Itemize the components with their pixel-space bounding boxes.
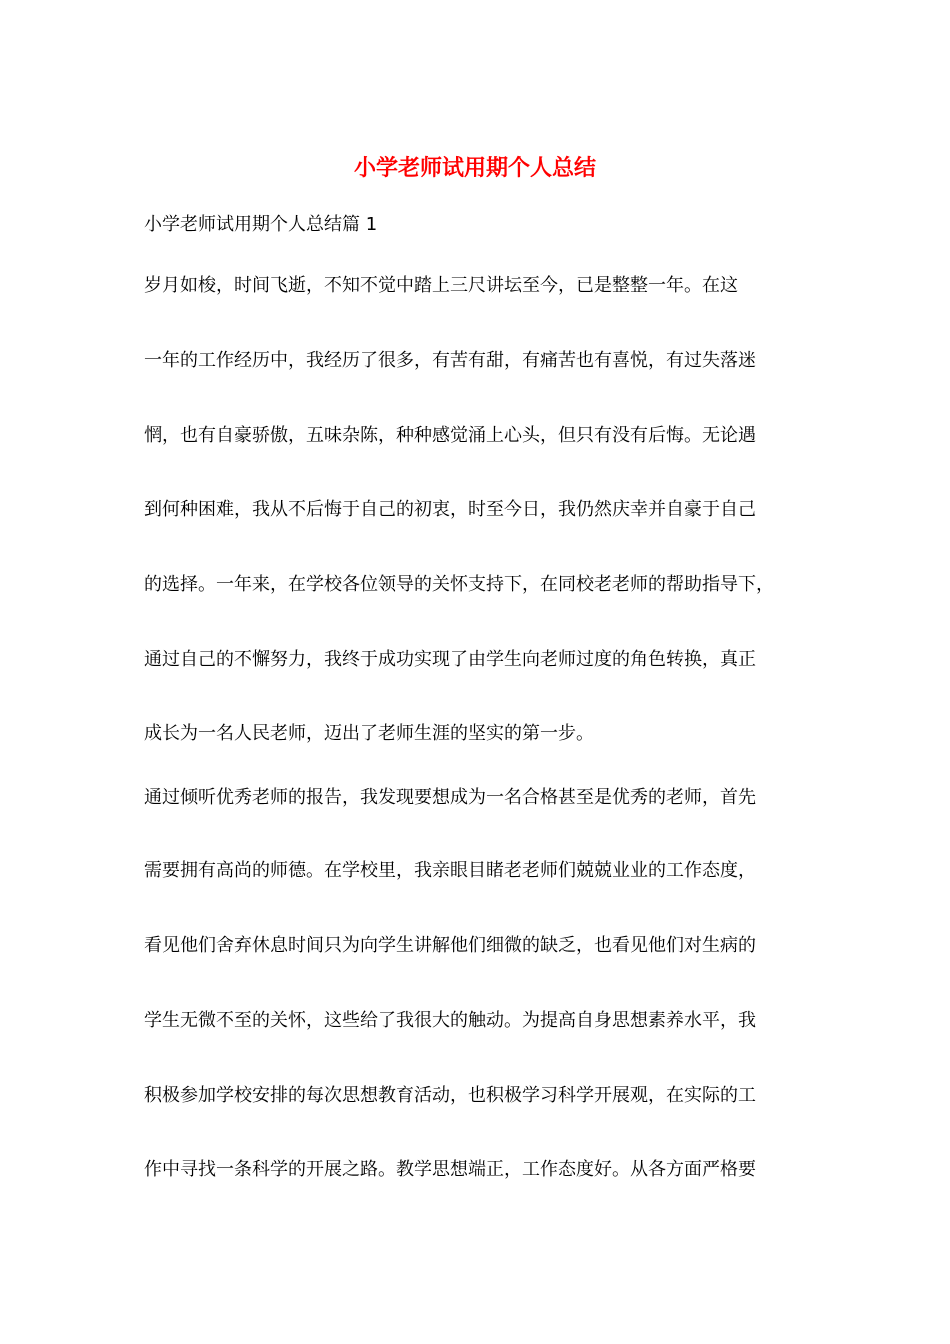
paragraph-line: 通过倾听优秀老师的报告，我发现要想成为一名合格甚至是优秀的老师，首先 — [144, 787, 756, 808]
document-title: 小学老师试用期个人总结 — [353, 155, 596, 181]
paragraph-line: 一年的工作经历中，我经历了很多，有苦有甜，有痛苦也有喜悦，有过失落迷 — [144, 350, 756, 371]
paragraph-line: 需要拥有高尚的师德。在学校里，我亲眼目睹老老师们兢兢业业的工作态度， — [144, 860, 756, 881]
paragraph-line: 惘，也有自豪骄傲，五味杂陈，种种感觉涌上心头，但只有没有后悔。无论遇 — [144, 425, 756, 446]
paragraph-line: 作中寻找一条科学的开展之路。教学思想端正，工作态度好。从各方面严格要 — [144, 1159, 756, 1180]
paragraph-line: 通过自己的不懈努力，我终于成功实现了由学生向老师过度的角色转换，真正 — [144, 649, 756, 670]
section-heading: 小学老师试用期个人总结篇 1 — [144, 214, 378, 235]
paragraph-line: 到何种困难，我从不后悔于自己的初衷，时至今日，我仍然庆幸并自豪于自己 — [144, 499, 756, 520]
paragraph-line: 的选择。一年来，在学校各位领导的关怀支持下，在同校老老师的帮助指导下， — [144, 574, 774, 595]
paragraph-line: 岁月如梭，时间飞逝，不知不觉中踏上三尺讲坛至今，已是整整一年。在这 — [144, 275, 738, 296]
paragraph-line: 看见他们舍弃休息时间只为向学生讲解他们细微的缺乏，也看见他们对生病的 — [144, 935, 756, 956]
paragraph-line: 学生无微不至的关怀，这些给了我很大的触动。为提高自身思想素养水平，我 — [144, 1010, 756, 1031]
paragraph-line: 积极参加学校安排的每次思想教育活动，也积极学习科学开展观，在实际的工 — [144, 1085, 756, 1106]
paragraph-line: 成长为一名人民老师，迈出了老师生涯的坚实的第一步。 — [144, 723, 594, 744]
